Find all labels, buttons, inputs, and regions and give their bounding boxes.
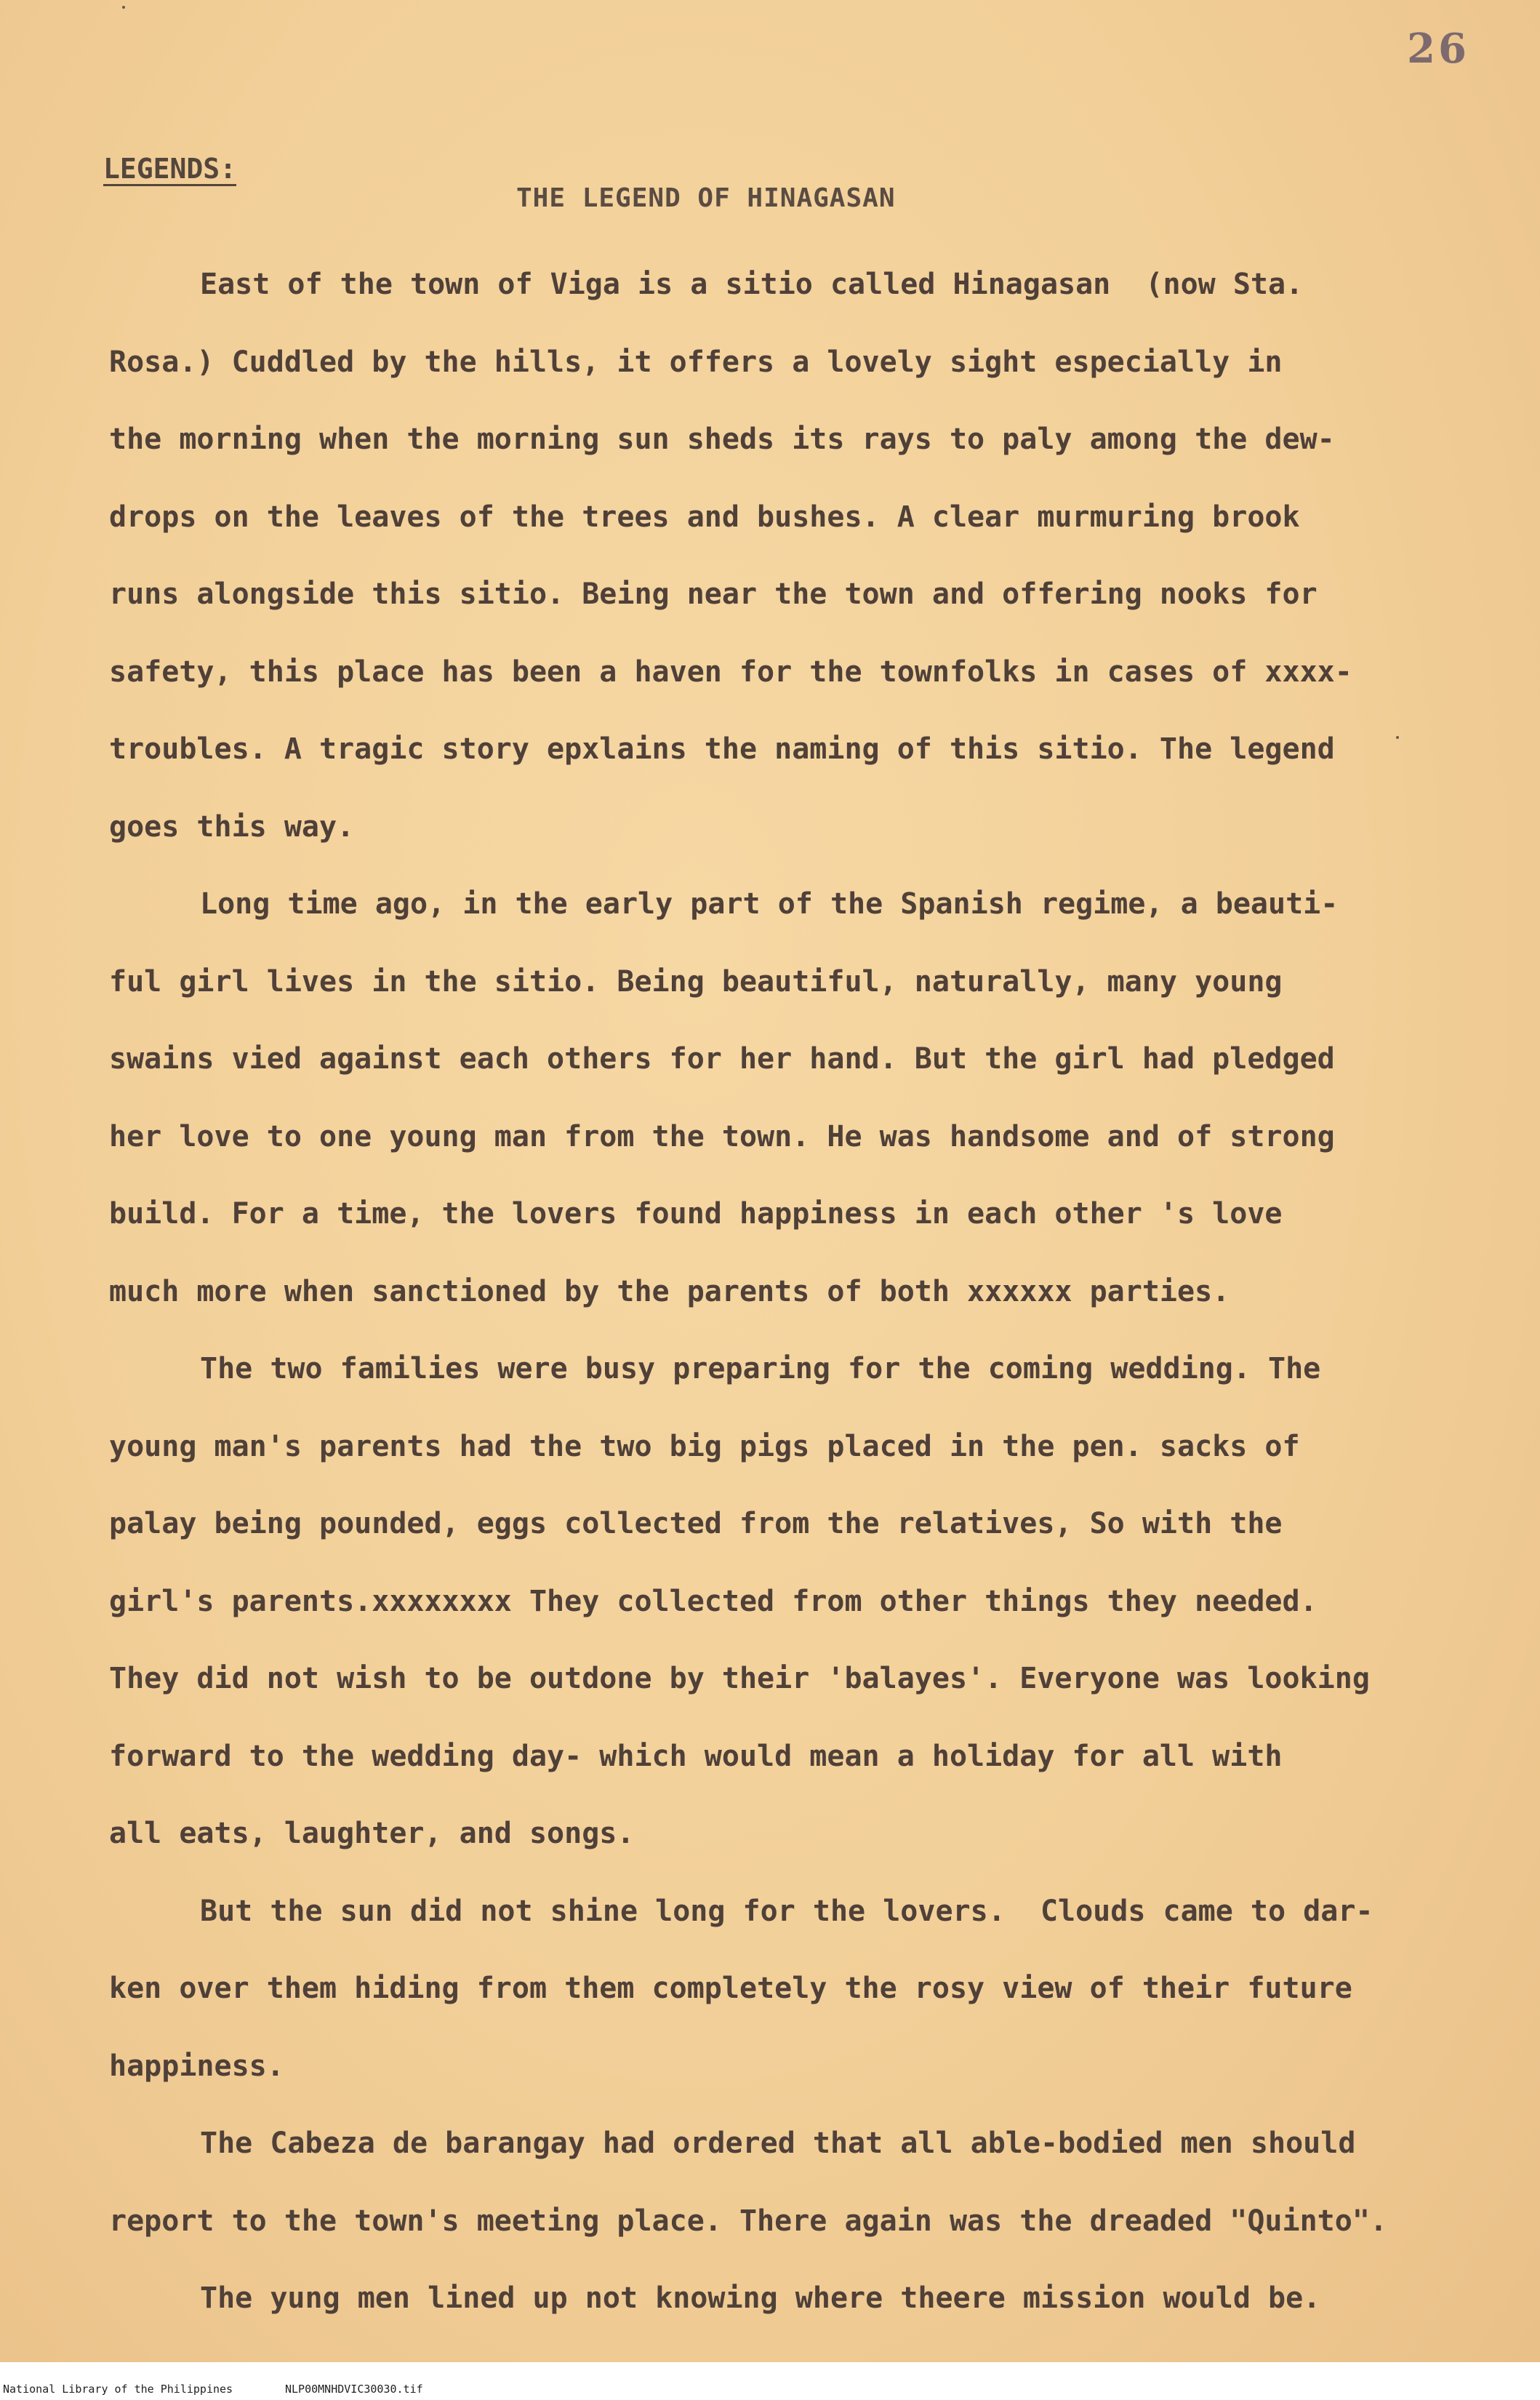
text-line: ful girl lives in the sitio. Being beautiful, naturally, many young (109, 964, 1283, 999)
scan-footer (0, 2362, 1540, 2400)
text-line: The yung men lined up not knowing where theere mission would be. (200, 2281, 1321, 2315)
text-line: The two families were busy preparing for the coming wedding. The (200, 1352, 1321, 1385)
text-line: her love to one young man from the town. He was handsome and of strong (109, 1119, 1335, 1153)
text-line: all eats, laughter, and songs. (109, 1817, 635, 1850)
text-line: happiness. (109, 2049, 284, 2083)
text-line: The Cabeza de barangay had ordered that all able-bodied men should (200, 2127, 1356, 2160)
text-line: ken over them hiding from them completely the rosy view of their future (109, 1972, 1352, 2005)
text-line: But the sun did not shine long for the lovers. Clouds came to dar- (200, 1894, 1373, 1928)
library-credit: National Library of the Philippines (3, 2383, 233, 2396)
text-line: forward to the wedding day- which would mean a holiday for all with (109, 1739, 1283, 1773)
text-line: They did not wish to be outdone by their 'balayes'. Everyone was looking (109, 1662, 1370, 1695)
text-line: troubles. A tragic story epxlains the naming of this sitio. The legend (109, 732, 1335, 766)
text-line: East of the town of Viga is a sitio called Hinagasan (now Sta. (200, 268, 1304, 301)
paper-speck (122, 6, 125, 9)
text-line: safety, this place has been a haven for the townfolks in cases of xxxx- (109, 655, 1352, 689)
text-line: much more when sanctioned by the parents of both xxxxxx parties. (109, 1274, 1230, 1308)
text-line: runs alongside this sitio. Being near the town and offering nooks for (109, 577, 1318, 611)
scan-filename: NLP00MNHDVIC30030.tif (285, 2383, 423, 2396)
body-text (109, 246, 1476, 2337)
section-heading: LEGENDS: (103, 153, 237, 185)
page-number: 26 (1407, 25, 1469, 73)
text-line: Rosa.) Cuddled by the hills, it offers a lovely sight especially in (109, 345, 1283, 379)
text-line: goes this way. (109, 809, 355, 844)
text-line: Long time ago, in the early part of the Spanish regime, a beauti- (200, 887, 1339, 921)
text-line: girl's parents.xxxxxxxx They collected from other things they needed. (109, 1584, 1318, 1618)
legend-title: THE LEGEND OF HINAGASAN (516, 183, 896, 213)
text-line: build. For a time, the lovers found happiness in each other 's love (109, 1197, 1283, 1231)
text-line: swains vied against each others for her hand. But the girl had pledged (109, 1042, 1335, 1076)
text-line: young man's parents had the two big pigs placed in the pen. sacks of (109, 1429, 1300, 1463)
text-line: the morning when the morning sun sheds its rays to paly among the dew- (109, 423, 1335, 456)
text-line: palay being pounded, eggs collected from the relatives, So with the (109, 1507, 1283, 1540)
text-line: report to the town's meeting place. There again was the dreaded "Quinto". (109, 2204, 1387, 2238)
text-line: drops on the leaves of the trees and bushes. A clear murmuring brook (109, 500, 1300, 534)
